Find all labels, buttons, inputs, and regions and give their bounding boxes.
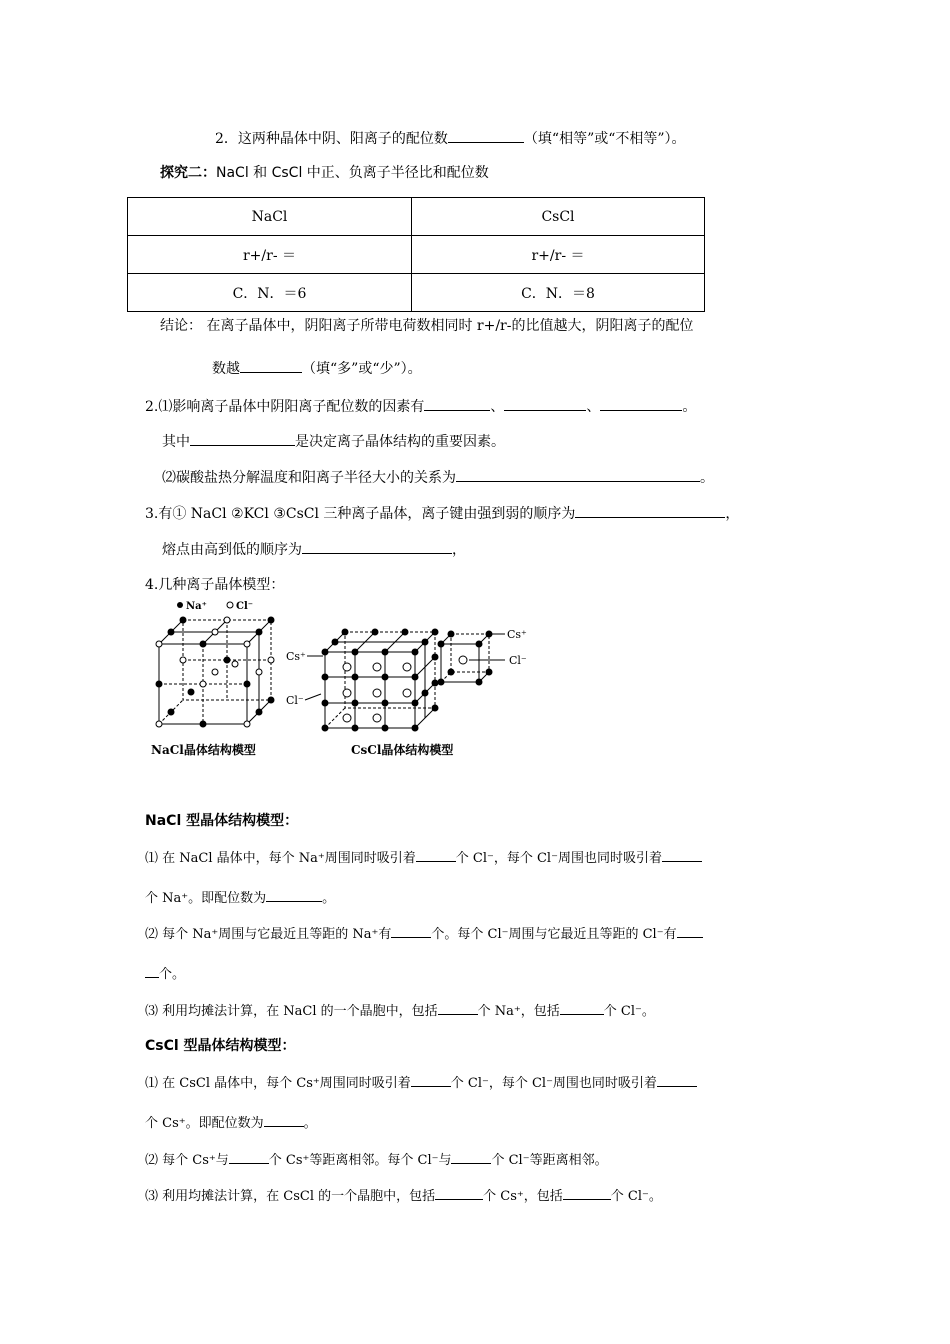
table-cell: C．N．＝6 xyxy=(128,274,412,312)
cscl-p1-line2: 个 Cs⁺。即配位数为 。 xyxy=(145,1111,317,1131)
answer-blank[interactable] xyxy=(456,466,700,482)
cscl-large-ions xyxy=(322,629,438,731)
table-header-nacl: NaCl xyxy=(128,198,412,236)
q2-text: 2．这两种晶体中阴、阳离子的配位数 xyxy=(215,131,448,147)
table-row xyxy=(128,198,705,236)
answer-blank[interactable] xyxy=(600,395,682,411)
na-legend-dot xyxy=(177,602,183,608)
table-row xyxy=(128,274,705,312)
nacl-section-title: NaCl 型晶体结构模型： xyxy=(145,813,299,829)
answer-blank[interactable] xyxy=(560,999,604,1015)
comparison-table xyxy=(127,197,705,312)
cs-label-unit: Cs⁺ xyxy=(507,628,527,641)
answer-blank[interactable] xyxy=(264,1111,304,1127)
answer-blank[interactable] xyxy=(438,999,478,1015)
cl-legend-dot xyxy=(227,602,233,608)
legend-na-label: Na⁺ xyxy=(186,601,207,612)
cl-label-unit: Cl⁻ xyxy=(509,654,527,667)
cscl-p1-line1: ⑴ 在 CsCl 晶体中，每个 Cs⁺周围同时吸引着 个 Cl⁻，每个 Cl⁻周围也同时吸引着 xyxy=(145,1071,697,1091)
answer-blank[interactable] xyxy=(240,357,302,373)
answer-blank[interactable] xyxy=(424,395,490,411)
answer-blank[interactable] xyxy=(451,1148,491,1164)
answer-blank[interactable] xyxy=(190,430,295,446)
question-2b-line-1: 2.⑴影响离子晶体中阴阳离子配位数的因素有 、 、 。 xyxy=(145,395,696,416)
table-header-cscl: CsCl xyxy=(412,198,705,236)
conclusion-line-2: 数越 （填“多”或“少”）。 xyxy=(212,357,422,378)
pointer-arrow xyxy=(305,694,321,700)
question-2b-line-3: ⑵碳酸盐热分解温度和阳离子半径大小的关系为 。 xyxy=(162,466,714,487)
question-2-line xyxy=(215,127,686,148)
table-cell[interactable]: r+/r- ＝ xyxy=(412,236,705,274)
question-3-line-2: 熔点由高到低的顺序为 ， xyxy=(162,538,466,559)
cscl-large-cube xyxy=(325,632,435,728)
nacl-ions xyxy=(156,617,274,727)
answer-blank[interactable] xyxy=(229,1148,269,1164)
cl-label: Cl⁻ xyxy=(286,694,304,707)
answer-blank[interactable] xyxy=(677,922,703,938)
question-3-line-1: 3.有① NaCl ②KCl ③CsCl 三种离子晶体，离子键由强到弱的顺序为 ， xyxy=(145,502,739,523)
question-4-title: 4.几种离子晶体模型： xyxy=(145,577,285,593)
table-row xyxy=(128,236,705,274)
answer-blank[interactable] xyxy=(416,846,456,862)
explore-2-heading: 探究二：NaCl 和 CsCl 中正、负离子半径比和配位数 xyxy=(160,165,489,181)
answer-blank[interactable] xyxy=(448,127,524,143)
nacl-caption: NaCl晶体结构模型 xyxy=(151,743,256,757)
nacl-p2-line1: ⑵ 每个 Na⁺周围与它最近且等距的 Na⁺有 个。每个 Cl⁻周围与它最近且等距的 Cl⁻有 xyxy=(145,922,703,942)
cscl-p2: ⑵ 每个 Cs⁺与 个 Cs⁺等距离相邻。每个 Cl⁻与 个 Cl⁻等距离相邻。 xyxy=(145,1148,608,1168)
crystal-models-figure xyxy=(145,596,545,764)
answer-blank[interactable] xyxy=(657,1071,697,1087)
table-cell: C．N．＝8 xyxy=(412,274,705,312)
answer-blank[interactable] xyxy=(504,395,586,411)
conclusion-line-1: 结论： 在离子晶体中，阴阳离子所带电荷数相同时 r+/r-的比值越大，阴阳离子的配位 xyxy=(160,318,694,334)
cscl-p3: ⑶ 利用均摊法计算，在 CsCl 的一个晶胞中，包括 个 Cs⁺，包括 个 Cl⁻。 xyxy=(145,1184,662,1204)
answer-blank[interactable] xyxy=(563,1184,611,1200)
nacl-p1-line2: 个 Na⁺。即配位数为 。 xyxy=(145,886,335,906)
q2-suffix: （填“相等”或“不相等”）。 xyxy=(523,131,686,147)
answer-blank[interactable] xyxy=(435,1184,483,1200)
cscl-section-title: CsCl 型晶体结构模型： xyxy=(145,1038,296,1054)
answer-blank[interactable] xyxy=(302,538,452,554)
cscl-caption: CsCl晶体结构模型 xyxy=(351,743,454,757)
nacl-p1-line1: ⑴ 在 NaCl 晶体中，每个 Na⁺周围同时吸引着 个 Cl⁻，每个 Cl⁻周围也同时吸引着 xyxy=(145,846,702,866)
answer-blank[interactable] xyxy=(575,502,725,518)
question-2b-line-2: 其中 是决定离子晶体结构的重要因素。 xyxy=(162,430,505,451)
table-cell[interactable]: r+/r- ＝ xyxy=(128,236,412,274)
answer-blank[interactable] xyxy=(266,886,322,902)
legend-cl-label: Cl⁻ xyxy=(236,601,254,612)
nacl-p2-line2: 个。 xyxy=(145,962,185,982)
cs-label: Cs⁺ xyxy=(286,650,306,663)
nacl-p3: ⑶ 利用均摊法计算，在 NaCl 的一个晶胞中，包括 个 Na⁺，包括 个 Cl⁻。 xyxy=(145,999,655,1019)
answer-blank[interactable] xyxy=(411,1071,451,1087)
answer-blank[interactable] xyxy=(145,962,159,978)
answer-blank[interactable] xyxy=(662,846,702,862)
answer-blank[interactable] xyxy=(391,922,431,938)
